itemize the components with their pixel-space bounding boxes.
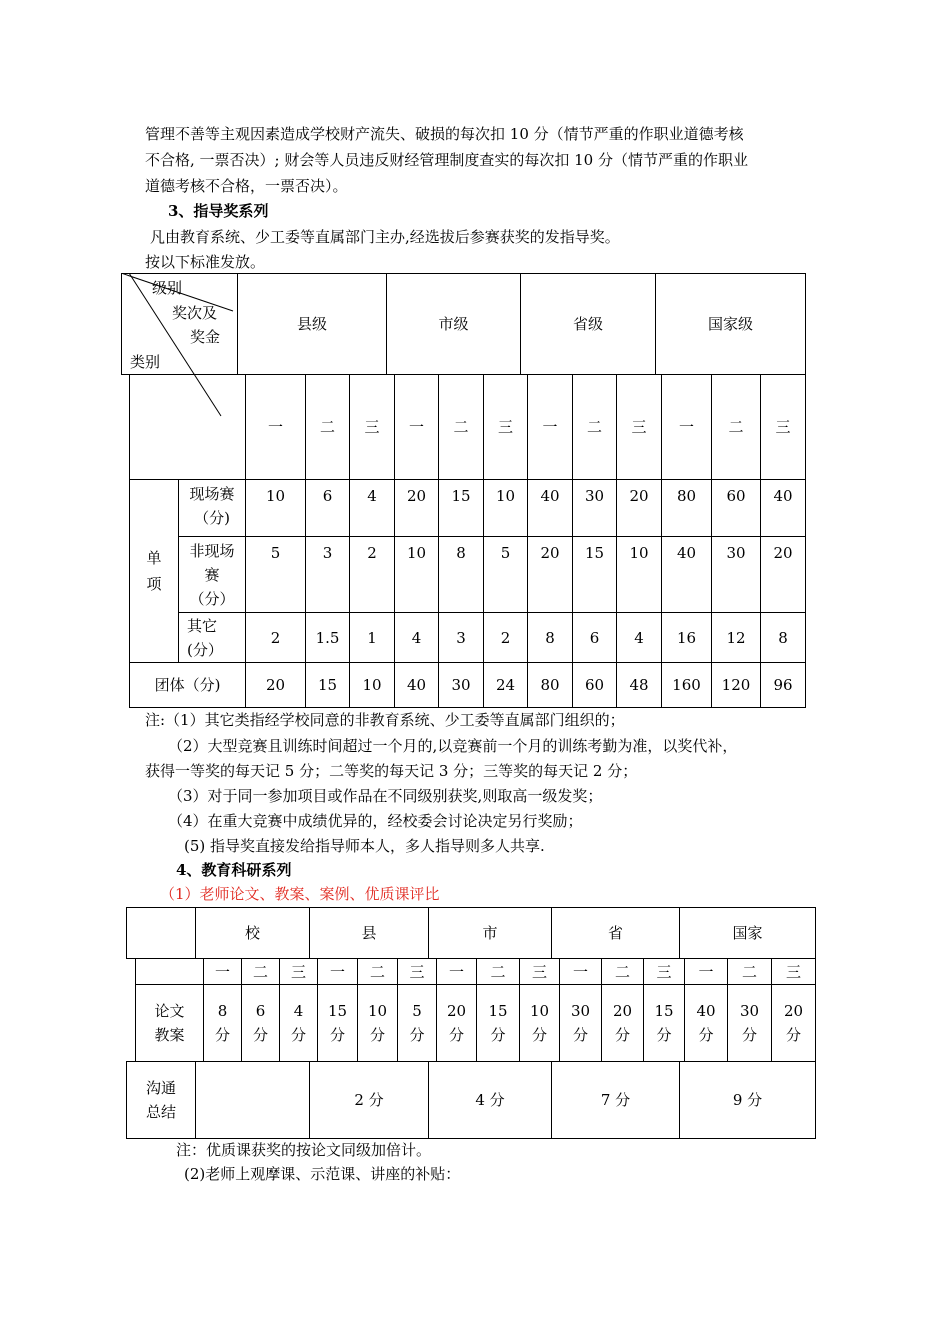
table-cell: 3 — [306, 537, 350, 613]
table-cell: 2 — [246, 613, 306, 663]
level-header: 市 — [429, 908, 552, 959]
paragraph-line: 管理不善等主观因素造成学校财产流失、破损的每次扣 10 分（情节严重的作职业道德考核 — [145, 125, 744, 143]
level-header: 省级 — [521, 274, 656, 375]
table-cell: 16 — [662, 613, 712, 663]
rank-header: 三 — [280, 959, 318, 985]
rank-header: 三 — [617, 375, 662, 480]
rank-header: 三 — [398, 959, 437, 985]
table-cell: 20 — [528, 537, 573, 613]
table-cell: 40 — [395, 663, 439, 708]
table-cell: 30 — [439, 663, 484, 708]
rank-header: 三 — [484, 375, 528, 480]
table-cell: 8 — [439, 537, 484, 613]
subsection-heading: (2)老师上观摩课、示范课、讲座的补贴： — [184, 1165, 461, 1183]
table-cell: 8 — [761, 613, 806, 663]
table-cell: 60 — [712, 480, 761, 537]
table-cell: 10 分 — [520, 985, 560, 1062]
table-cell: 20 — [395, 480, 439, 537]
rank-header: 一 — [560, 959, 602, 985]
table-cell: 40 — [528, 480, 573, 537]
table-cell: 4 分 — [429, 1062, 552, 1139]
paragraph-line: 凡由教育系统、少工委等直属部门主办,经选拔后参赛获奖的发指导奖。 — [150, 228, 620, 246]
table-cell: 15 分 — [477, 985, 520, 1062]
level-header: 校 — [196, 908, 310, 959]
table-cell: 2 — [350, 537, 395, 613]
research-table-comm — [126, 1061, 816, 1139]
table-cell: 8 分 — [204, 985, 242, 1062]
table-cell — [196, 1062, 310, 1139]
table-cell: 10 — [246, 480, 306, 537]
table-cell: 120 — [712, 663, 761, 708]
table-cell: 80 — [528, 663, 573, 708]
table-cell: 5 — [484, 537, 528, 613]
table-cell: 80 — [662, 480, 712, 537]
note-line: 获得一等奖的每天记 5 分；二等奖的每天记 3 分；三等奖的每天记 2 分； — [145, 762, 638, 780]
paragraph-line: 道德考核不合格，一票否决）。 — [145, 177, 348, 195]
level-header: 县级 — [238, 274, 387, 375]
team-row-label: 团体（分) — [130, 663, 246, 708]
table-cell: 2 — [484, 613, 528, 663]
subsection-heading: （1）老师论文、教案、案例、优质课评比 — [160, 885, 440, 903]
corner-level-label: 级别 — [152, 279, 183, 297]
table-cell: 2 分 — [310, 1062, 429, 1139]
table-cell: 30 分 — [728, 985, 772, 1062]
table-cell: 30 — [712, 537, 761, 613]
level-header: 省 — [552, 908, 680, 959]
rank-header: 二 — [477, 959, 520, 985]
corner-amount-label: 奖金 — [190, 328, 221, 346]
table-cell: 15 — [573, 537, 617, 613]
table-cell: 30 分 — [560, 985, 602, 1062]
table-cell: 4 — [617, 613, 662, 663]
level-header: 国家级 — [656, 274, 806, 375]
table-cell: 8 — [528, 613, 573, 663]
rank-header: 三 — [772, 959, 816, 985]
table-cell: 10 — [484, 480, 528, 537]
table-cell: 96 — [761, 663, 806, 708]
table-cell: 15 — [306, 663, 350, 708]
note-line: 注:（1）其它类指经学校同意的非教育系统、少工委等直属部门组织的； — [145, 711, 625, 729]
paragraph-line: 不合格, 一票否决）; 财会等人员违反财经管理制度查实的每次扣 10 分（情节严重的作职业 — [145, 151, 748, 169]
rank-header: 二 — [728, 959, 772, 985]
research-table-header — [126, 907, 816, 959]
row-label: 沟通 总结 — [127, 1062, 196, 1139]
note-line: （3）对于同一参加项目或作品在不同级别获奖,则取高一级发奖； — [168, 787, 603, 805]
table-cell: 40 — [662, 537, 712, 613]
table-cell: 15 分 — [644, 985, 685, 1062]
row-label: 非现场 赛 （分） — [179, 537, 246, 613]
rank-header: 二 — [242, 959, 280, 985]
level-header: 国家 — [680, 908, 816, 959]
table-cell: 6 分 — [242, 985, 280, 1062]
note-line: （2）大型竞赛且训练时间超过一个月的,以竞赛前一个月的训练考勤为准，以奖代补， — [168, 737, 738, 755]
note-line: （4）在重大竞赛中成绩优异的，经校委会讨论决定另行奖励； — [168, 812, 583, 830]
table-cell: 60 — [573, 663, 617, 708]
table-cell: 10 分 — [358, 985, 398, 1062]
table-cell: 1.5 — [306, 613, 350, 663]
table-cell: 30 — [573, 480, 617, 537]
table-cell: 6 — [573, 613, 617, 663]
rank-header: 一 — [246, 375, 306, 480]
empty-rank-corner — [136, 959, 204, 985]
table-cell: 10 — [350, 663, 395, 708]
table-cell: 10 — [617, 537, 662, 613]
rank-header: 二 — [358, 959, 398, 985]
table-cell: 20 — [761, 537, 806, 613]
table-cell: 20 — [246, 663, 306, 708]
table-cell: 48 — [617, 663, 662, 708]
single-group-label: 单项 — [130, 480, 179, 663]
table-cell: 4 — [350, 480, 395, 537]
rank-header: 一 — [528, 375, 573, 480]
table-cell: 12 — [712, 613, 761, 663]
table-cell: 40 — [761, 480, 806, 537]
corner-category-label: 类别 — [130, 353, 161, 371]
rank-header: 二 — [712, 375, 761, 480]
level-header: 县 — [310, 908, 429, 959]
rank-header: 二 — [573, 375, 617, 480]
table-cell: 5 — [246, 537, 306, 613]
table-cell: 4 分 — [280, 985, 318, 1062]
table-cell: 20 分 — [437, 985, 477, 1062]
rank-header: 二 — [439, 375, 484, 480]
table-cell: 7 分 — [552, 1062, 680, 1139]
table-cell: 1 — [350, 613, 395, 663]
table-cell: 6 — [306, 480, 350, 537]
table-cell: 9 分 — [680, 1062, 816, 1139]
table-cell: 5 分 — [398, 985, 437, 1062]
level-header: 市级 — [387, 274, 521, 375]
table-cell: 15 — [439, 480, 484, 537]
rank-header: 二 — [306, 375, 350, 480]
section-heading: 3、指导奖系列 — [168, 202, 269, 220]
rank-header: 二 — [602, 959, 644, 985]
rank-header: 一 — [662, 375, 712, 480]
table-cell: 15 分 — [318, 985, 358, 1062]
row-label: 其它 (分） — [179, 613, 246, 663]
rank-header: 一 — [437, 959, 477, 985]
table-cell: 20 分 — [602, 985, 644, 1062]
rank-header: 一 — [685, 959, 728, 985]
row-label: 现场赛 （分) — [179, 480, 246, 537]
rank-header: 三 — [350, 375, 395, 480]
rank-header: 三 — [761, 375, 806, 480]
note-line: 注：优质课获奖的按论文同级加倍计。 — [176, 1141, 432, 1159]
row-label: 论文 教案 — [136, 985, 204, 1062]
table-cell: 20 分 — [772, 985, 816, 1062]
diagonal-lines — [121, 273, 241, 433]
table-cell: 24 — [484, 663, 528, 708]
corner-award-label: 奖次及 — [172, 304, 218, 322]
table-cell: 40 分 — [685, 985, 728, 1062]
rank-header: 一 — [318, 959, 358, 985]
table-cell: 10 — [395, 537, 439, 613]
rank-header: 一 — [204, 959, 242, 985]
note-line: (5) 指导奖直接发给指导师本人，多人指导则多人共享. — [184, 837, 545, 855]
table-cell: 20 — [617, 480, 662, 537]
table-cell: 3 — [439, 613, 484, 663]
rank-header: 三 — [644, 959, 685, 985]
table-cell: 160 — [662, 663, 712, 708]
rank-header: 一 — [395, 375, 439, 480]
table-cell: 4 — [395, 613, 439, 663]
rank-header: 三 — [520, 959, 560, 985]
paragraph-line: 按以下标准发放。 — [145, 253, 266, 271]
empty-header-cell — [127, 908, 196, 959]
research-table — [135, 958, 816, 1062]
section-heading: 4、教育科研系列 — [176, 861, 292, 879]
